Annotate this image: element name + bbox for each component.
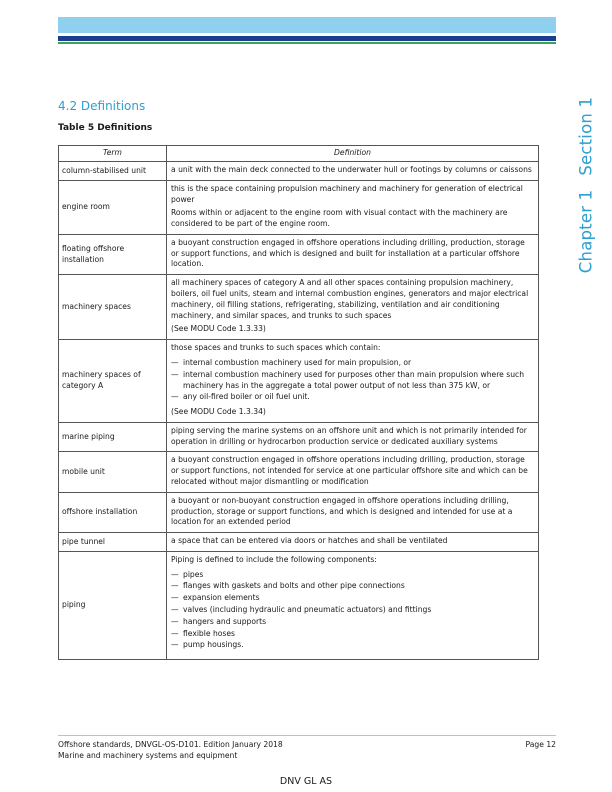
list-item: — expansion elements [171, 593, 533, 604]
definition-text: piping serving the marine systems on an offshore unit and which is not primarily intended for operation in drilling or hydrocarbon production service or dedicated auxiliary systems [171, 425, 527, 446]
definition-text: all machinery spaces of category A and all other spaces containing propulsion machinery, boilers, oil fuel units, steam and internal combustion engines, generators and major electrical machinery, oil filling stations, refrigerating, stabilizing, ventilation and air conditioning machinery, and similar spaces, and trunks to such spaces [171, 278, 529, 320]
table-row [59, 340, 539, 423]
section-label: Section 1 [576, 96, 596, 176]
list-item: — flexible hoses [171, 629, 533, 640]
list-item: — valves (including hydraulic and pneumatic actuators) and fittings [171, 605, 533, 616]
definition-cell [167, 492, 539, 532]
section-heading: 4.2 Definitions [58, 99, 146, 113]
definition-cell [167, 422, 539, 452]
definition-text: a unit with the main deck connected to the underwater hull or footings by columns or caissons [171, 165, 532, 174]
definitions-table [58, 145, 539, 660]
header-band-dark [58, 36, 556, 41]
term-cell: mobile unit [59, 452, 167, 492]
definition-cell [167, 533, 539, 552]
footer-rule [58, 735, 556, 736]
list-item: — any oil-fired boiler or oil fuel unit. [171, 392, 533, 403]
definition-text: a buoyant construction engaged in offshore operations including drilling, production, storage or support functions, not intended for service at one particular offshore site and which can be relocated without major dismantling or modification [171, 455, 528, 486]
table-row [59, 162, 539, 181]
term-cell: machinery spaces [59, 275, 167, 340]
page-number: Page 12 [525, 740, 556, 749]
footer-title: Marine and machinery systems and equipment [58, 751, 238, 760]
definition-text: a buoyant construction engaged in offshore operations including drilling, production, storage or support functions, and which is designed and built for installation at a particular offshore location. [171, 237, 525, 269]
table-row [59, 551, 539, 659]
table-row [59, 234, 539, 274]
definitions-body [59, 162, 539, 660]
term-cell: floating offshore installation [59, 234, 167, 274]
table-row [59, 180, 539, 234]
definition-text: a space that can be entered via doors or hatches and shall be ventilated [171, 536, 448, 546]
column-header-term: Term [59, 146, 167, 162]
term-cell: engine room [59, 180, 167, 234]
header-band-green [58, 42, 556, 44]
list-item: — flanges with gaskets and bolts and other pipe connections [171, 581, 533, 592]
definition-list [171, 570, 533, 651]
list-item: — pump housings. [171, 640, 533, 651]
definition-reference: (See MODU Code 1.3.34) [171, 407, 266, 417]
table-row [59, 452, 539, 492]
footer-standard: Offshore standards, DNVGL-OS-D101. Edition January 2018 [58, 740, 283, 749]
header-band-light [58, 17, 556, 33]
definition-text: this is the space containing propulsion machinery and machinery for generation of electrical power [171, 183, 523, 204]
list-item: — internal combustion machinery used for purposes other than main propulsion where such machinery has in the aggregate a total power output of not less than 375 kW, or [171, 370, 533, 392]
column-header-definition: Definition [167, 146, 539, 162]
definition-cell [167, 551, 539, 659]
table-row [59, 533, 539, 552]
table-caption: Table 5 Definitions [58, 123, 153, 133]
definition-cell [167, 275, 539, 340]
table-row [59, 492, 539, 532]
definition-cell [167, 180, 539, 234]
list-item: — pipes [171, 570, 533, 581]
definition-cell [167, 162, 539, 181]
definition-cell [167, 234, 539, 274]
definition-text: Piping is defined to include the following components: [171, 554, 377, 564]
term-cell: marine piping [59, 422, 167, 452]
definition-text: (See MODU Code 1.3.33) [171, 324, 266, 334]
term-cell: column-stabilised unit [59, 162, 167, 181]
term-cell: piping [59, 551, 167, 659]
definition-cell [167, 452, 539, 492]
chapter-label: Chapter 1 [576, 189, 596, 274]
term-cell: offshore installation [59, 492, 167, 532]
definition-text: a buoyant or non-buoyant construction engaged in offshore operations including drilling, production, storage or support functions, and which is designed and intended for use at a location for an extended period [171, 495, 513, 527]
definition-text: Rooms within or adjacent to the engine room with visual contact with the machinery are considered to be part of the engine room. [171, 208, 508, 229]
term-cell: pipe tunnel [59, 533, 167, 552]
list-item: — hangers and supports [171, 617, 533, 628]
term-cell: machinery spaces of category A [59, 340, 167, 423]
list-item: — internal combustion machinery used for main propulsion, or [171, 358, 533, 369]
definition-cell [167, 340, 539, 423]
company-name: DNV GL AS [279, 776, 333, 787]
chapter-section-marker [571, 96, 601, 274]
table-row [59, 275, 539, 340]
table-row [59, 422, 539, 452]
definition-list [171, 358, 533, 403]
definition-text: those spaces and trunks to such spaces which contain: [171, 343, 381, 353]
